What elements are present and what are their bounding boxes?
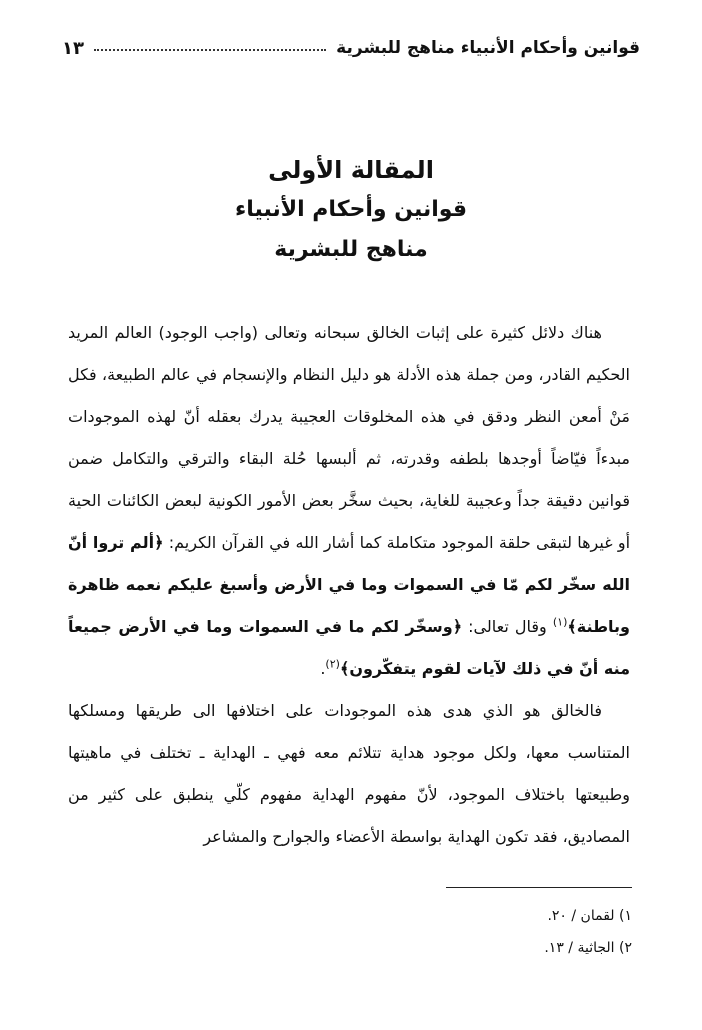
running-header — [62, 34, 640, 62]
paragraph-2: فالخالق هو الذي هدى هذه الموجودات على اختلافها الى طريقها ومسلكها المتناسب معها، ولكل موجود هداية تتلائم معه فهي ـ الهداية ـ تختلف في ماهيتها وطبيعتها باختلاف الموجود، لأنّ مفهوم الهداية مفهوم كلّي ينطبق على كثير من المصاديق، فقد تكون الهداية بواسطة الأعضاء والجوارح والمشاعر — [68, 701, 630, 846]
footnote-2: ٢) الجاثية / ١٣. — [544, 940, 632, 956]
quran-quote-1: ﴿ألم تروا أنّ الله سخّر لكم مّا في السموات وما في الأرض وأسبغ عليكم نعمه ظاهرة وباطنة﴾ — [68, 533, 630, 636]
footnotes — [300, 900, 632, 964]
section-heading: المقالة الأولى — [268, 156, 434, 184]
header-dot-leader — [94, 49, 326, 51]
paragraph-1-text: هناك دلائل كثيرة على إثبات الخالق سبحانه وتعالى (واجب الوجود) العالم المريد الحكيم القادر، ومن جملة هذه الأدلة هو دليل النظام والإنسجام في عالم الطبيعة، فكل مَنْ أمعن النظر ودقق في هذه المخلوقات العجيبة يدرك بعقله أنّ لهذه الموجودات مبدءاً فيّاضاً أوجدها بلطفه وقدرته، ثم ألبسها حُلة البقاء والترقي والتكامل ضمن قوانين دقيقة جداً وعجيبة للغاية، بحيث سخَّر بعض الأمور الكونية لبعض الكائنات الحية أو غيرها لتبقى حلقة الموجود متكاملة كما أشار الله في القرآن الكريم: — [68, 323, 631, 552]
page-number: ١٣ — [62, 37, 84, 59]
chapter-title-line-2: مناهج للبشرية — [274, 237, 428, 262]
footnote-1: ١) لقمان / ٢٠. — [547, 908, 632, 924]
body-text — [68, 312, 630, 858]
paragraph-1-connector: وقال تعالى: — [462, 617, 553, 636]
quran-quote-2: ﴿وسخّر لكم ما في السموات وما في الأرض جميعاً منه أنّ في ذلك لآيات لقوم يتفكّرون﴾ — [68, 617, 630, 678]
paragraph-1 — [68, 312, 630, 690]
chapter-headings — [0, 150, 702, 270]
chapter-title-line-1: قوانين وأحكام الأنبياء — [235, 197, 467, 222]
footnote-ref-2: (٢) — [325, 657, 340, 671]
running-title: قوانين وأحكام الأنبياء مناهج للبشرية — [336, 38, 640, 58]
footnote-divider — [446, 887, 632, 888]
footnote-ref-1: (١) — [552, 615, 568, 629]
paragraph-1-end: . — [320, 659, 326, 678]
